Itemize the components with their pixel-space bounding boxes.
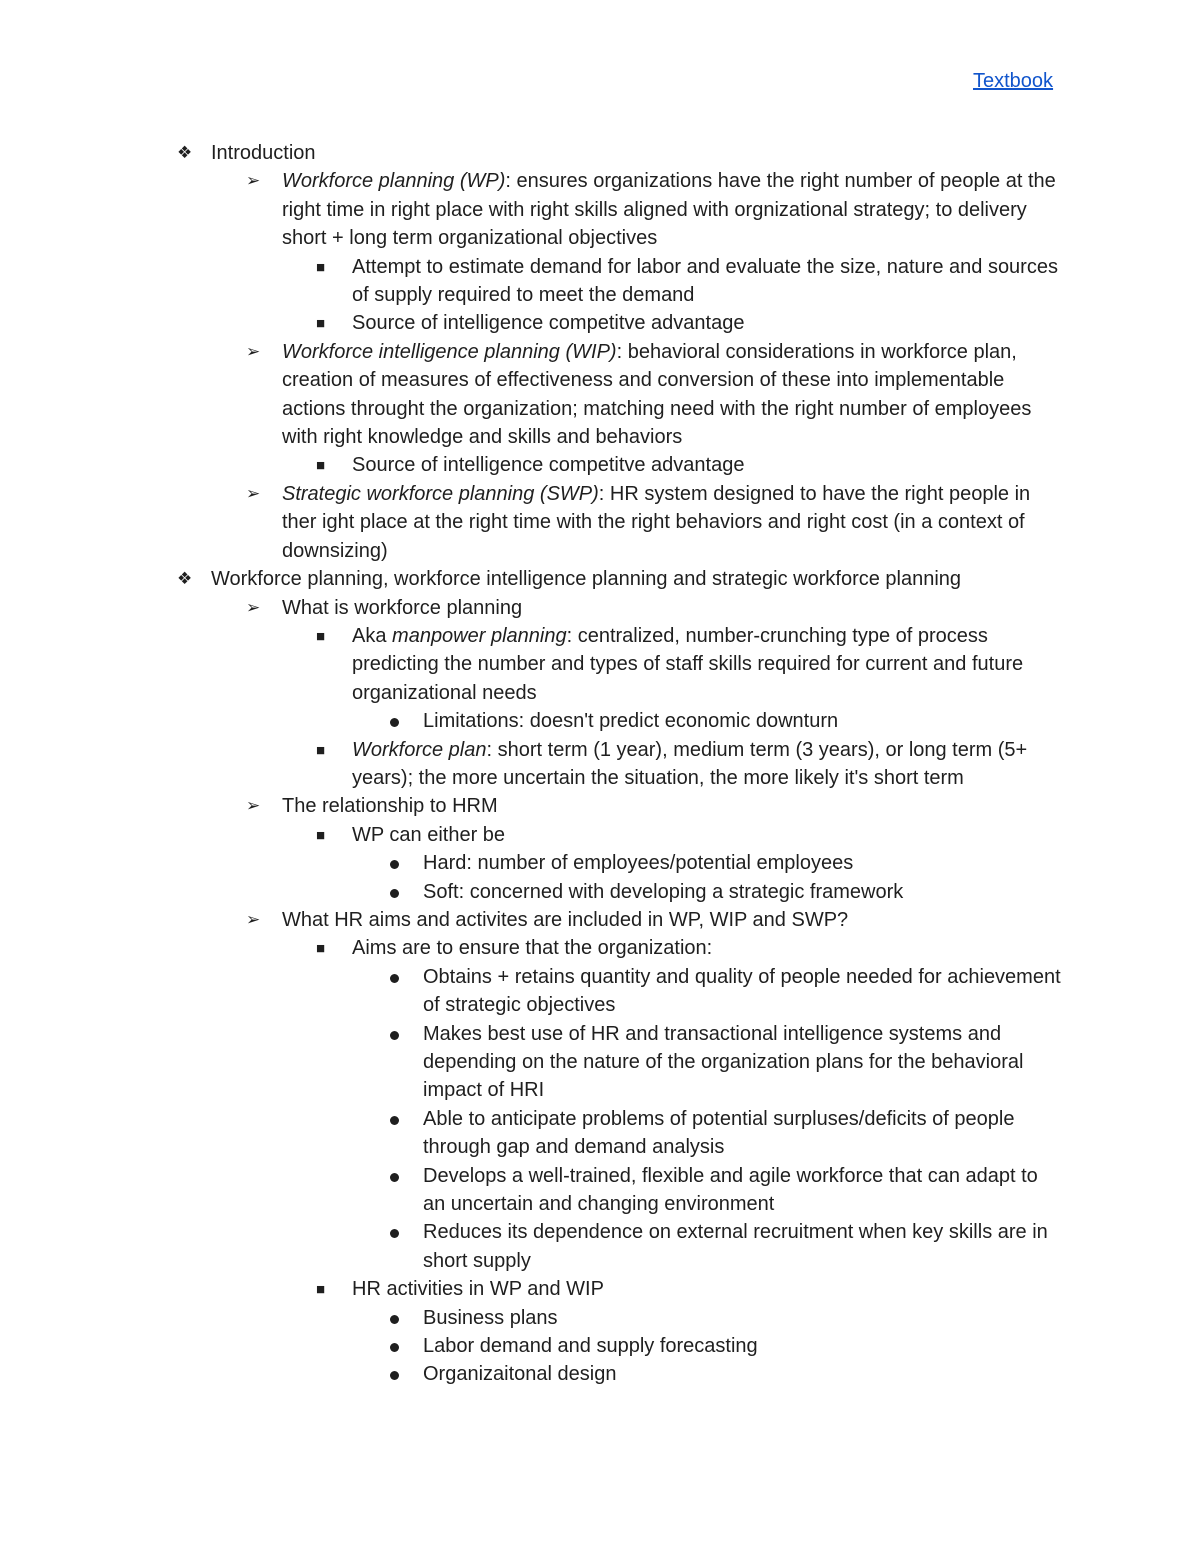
square-bullet-icon: ■ bbox=[316, 940, 326, 958]
outline-item-level-3 bbox=[0, 1275, 1062, 1303]
arrowhead-bullet-icon: ➢ bbox=[246, 909, 261, 929]
item-text: : behavioral considerations in workforce plan, creation of measures of effectiveness and conversion of these into implementable actions throught the organization; matching need with the right number of employees with right knowledge and skills and behaviors bbox=[282, 340, 1032, 449]
disc-bullet-icon bbox=[390, 1116, 399, 1125]
outline-item-level-3 bbox=[0, 821, 1062, 849]
item-text: Aims are to ensure that the organization: bbox=[352, 937, 713, 960]
item-text: Introduction bbox=[211, 142, 316, 164]
item-text: Obtains + retains quantity and quality of people needed for achievement of strategic objectives bbox=[423, 965, 1061, 1017]
square-bullet-icon: ■ bbox=[316, 627, 326, 645]
item-text: The relationship to HRM bbox=[282, 795, 498, 818]
disc-bullet-icon bbox=[390, 889, 399, 898]
item-text: : short term (1 year), medium term (3 years), or long term (5+ years); the more uncertain the situation, the more likely it's short term bbox=[352, 738, 1028, 789]
outline-item-level-2 bbox=[0, 906, 1062, 934]
outline-item-level-2 bbox=[0, 338, 1062, 452]
item-text: Hard: number of employees/potential employees bbox=[423, 852, 854, 875]
item-text: WP can either be bbox=[352, 823, 506, 846]
outline-item-level-4 bbox=[0, 1162, 1063, 1219]
disc-bullet-icon bbox=[390, 1371, 399, 1380]
item-text: : HR system designed to have the right people in ther ight place at the right time with the right behaviors and right cost (in a context of downsizing) bbox=[282, 482, 1031, 562]
outline-item-level-4 bbox=[0, 878, 1063, 906]
item-term: manpower planning bbox=[392, 624, 567, 647]
item-text: Attempt to estimate demand for labor and evaluate the size, nature and sources of supply required to meet the demand bbox=[352, 255, 1058, 307]
disc-bullet-icon bbox=[390, 974, 399, 983]
diamond-bullet-icon: ❖ bbox=[177, 143, 193, 162]
square-bullet-icon: ■ bbox=[316, 741, 326, 759]
disc-bullet-icon bbox=[390, 1315, 399, 1324]
outline-item-level-4 bbox=[0, 1105, 1063, 1162]
square-bullet-icon: ■ bbox=[316, 1281, 326, 1299]
arrowhead-bullet-icon: ➢ bbox=[246, 597, 261, 617]
outline-item-level-3 bbox=[0, 309, 1062, 337]
arrowhead-bullet-icon: ➢ bbox=[246, 483, 261, 503]
outline-item-level-2 bbox=[0, 594, 1062, 622]
item-text: : centralized, number-crunching type of process predicting the number and types of staff skills required for current and future organizational needs bbox=[352, 624, 1024, 704]
disc-bullet-icon bbox=[390, 1031, 399, 1040]
square-bullet-icon: ■ bbox=[316, 826, 326, 844]
outline-item-level-4 bbox=[0, 1332, 1063, 1360]
disc-bullet-icon bbox=[390, 1343, 399, 1352]
outline-item-level-4 bbox=[0, 707, 1063, 735]
item-text: Organizaitonal design bbox=[423, 1363, 617, 1386]
outline-item-level-4 bbox=[0, 963, 1063, 1020]
item-text: Business plans bbox=[423, 1306, 558, 1329]
arrowhead-bullet-icon: ➢ bbox=[246, 171, 261, 191]
outline-item-level-4 bbox=[0, 849, 1063, 877]
outline-item-level-2 bbox=[0, 167, 1062, 252]
item-text: What is workforce planning bbox=[282, 596, 523, 619]
outline-item-level-1 bbox=[0, 139, 1061, 167]
outline-item-level-4 bbox=[0, 1360, 1063, 1388]
notes-outline bbox=[0, 139, 1200, 1389]
outline-item-level-3 bbox=[0, 736, 1062, 793]
arrowhead-bullet-icon: ➢ bbox=[246, 341, 261, 361]
item-text: Soft: concerned with developing a strategic framework bbox=[423, 880, 904, 903]
diamond-bullet-icon: ❖ bbox=[177, 569, 193, 589]
item-text: What HR aims and activites are included in WP, WIP and SWP? bbox=[282, 908, 849, 931]
disc-bullet-icon bbox=[390, 1229, 399, 1238]
outline-item-level-3 bbox=[0, 934, 1062, 962]
outline-item-level-4 bbox=[0, 1218, 1063, 1275]
item-text: Labor demand and supply forecasting bbox=[423, 1335, 758, 1358]
outline-item-level-3 bbox=[0, 451, 1062, 479]
item-text: Reduces its dependence on external recruitment when key skills are in short supply bbox=[423, 1221, 1048, 1272]
outline-item-level-2 bbox=[0, 792, 1062, 820]
item-text: : ensures organizations have the right number of people at the right time in right place with right skills aligned with orgnizational strategy; to delivery short + long term organizational objectives bbox=[282, 170, 1056, 250]
disc-bullet-icon bbox=[390, 718, 399, 727]
item-text: HR activities in WP and WIP bbox=[352, 1278, 604, 1301]
outline-item-level-3 bbox=[0, 253, 1062, 310]
outline-item-level-3 bbox=[0, 622, 1062, 707]
item-text: Makes best use of HR and transactional intelligence systems and depending on the nature of the organization plans for the behavioral impact of HRI bbox=[423, 1022, 1024, 1102]
item-prefix: Aka bbox=[352, 624, 393, 647]
item-term: Workforce intelligence planning (WIP) bbox=[282, 340, 617, 363]
disc-bullet-icon bbox=[390, 1173, 399, 1182]
square-bullet-icon: ■ bbox=[316, 457, 326, 475]
item-term: Strategic workforce planning (SWP) bbox=[282, 482, 599, 505]
item-text: Develops a well-trained, flexible and agile workforce that can adapt to an uncertain and changing environment bbox=[423, 1164, 1038, 1216]
item-text: Source of intelligence competitve advantage bbox=[352, 312, 745, 335]
item-text: Limitations: doesn't predict economic downturn bbox=[423, 710, 839, 733]
arrowhead-bullet-icon: ➢ bbox=[246, 796, 261, 816]
item-text: Able to anticipate problems of potential surpluses/deficits of people through gap and demand analysis bbox=[423, 1107, 1015, 1159]
square-bullet-icon: ■ bbox=[316, 258, 326, 276]
outline-item-level-2 bbox=[0, 480, 1062, 565]
outline-item-level-1 bbox=[0, 565, 1061, 593]
outline-item-level-4 bbox=[0, 1304, 1063, 1332]
item-term: Workforce planning (WP) bbox=[282, 170, 506, 193]
outline-item-level-4 bbox=[0, 1020, 1063, 1105]
item-text: Workforce planning, workforce intelligence planning and strategic workforce planning bbox=[211, 568, 962, 591]
square-bullet-icon: ■ bbox=[316, 315, 326, 333]
disc-bullet-icon bbox=[390, 860, 399, 869]
item-text: Source of intelligence competitve advantage bbox=[352, 454, 745, 477]
textbook-link[interactable]: Textbook bbox=[973, 70, 1054, 92]
item-term: Workforce plan bbox=[352, 738, 487, 761]
